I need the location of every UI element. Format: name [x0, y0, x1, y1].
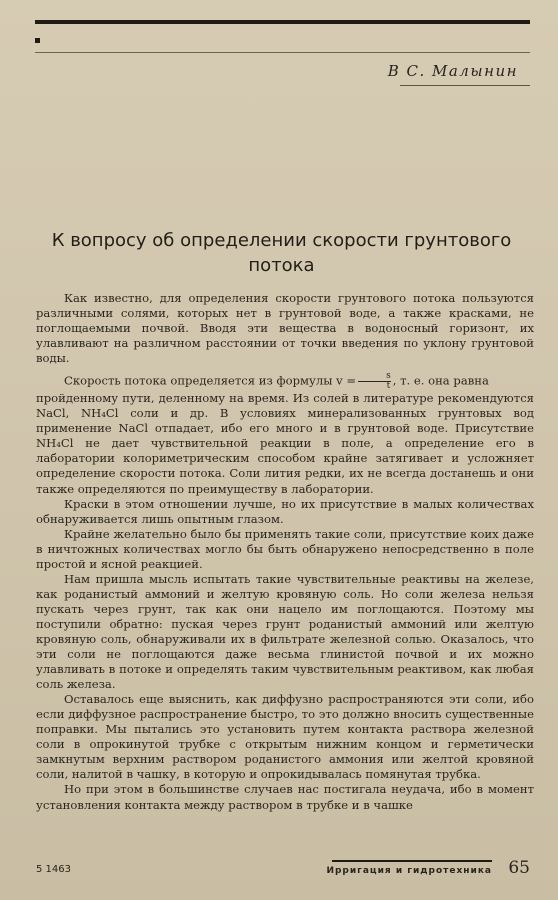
paragraph-failure: Но при этом в большинстве случаев нас постигала неудача, ибо в момент установления контакта между раствором в трубке и в чашке [36, 782, 534, 812]
formula-text-after: , т. е. она равна [392, 373, 489, 388]
formula-text-before: Скорость потока определяется из формулы v = [64, 373, 357, 388]
author-name: В С. Малынин [387, 62, 518, 80]
journal-name: Ирригация и гидротехника [326, 866, 492, 876]
page-number: 65 [508, 858, 530, 878]
paragraph-salts: пройденному пути, деленному на время. Из солей в литературе рекомендуются NaCl, NH₄Cl соли и др. В условиях минерализованных грунтовых вод применение NaCl отпадает, ибо его много и в грунтовой воде. Присутствие NH₄Cl не дает чувствительной реакции в поле, а определение его в лаборатории колориметрическим способом крайне затягивает и усложняет определение скорости потока. Соли лития редки, их не всегда достанешь и они также определяются по преимуществу в лаборатории. [36, 391, 534, 496]
printer-mark [35, 38, 40, 43]
paragraph-dyes: Краски в этом отношении лучше, но их присутствие в малых количествах обнаруживается лишь опытным глазом. [36, 496, 534, 526]
printer-signature: 5 1463 [36, 864, 71, 875]
paragraph-intro: Как известно, для определения скорости грунтового потока пользуются различными солями, которых нет в грунтовой воде, а также красками, не поглощаемыми почвой. Вводя эти вещества в водоносный горизонт, их улавливают на различном расстоянии от точки введения по уклону грунтовой воды. [36, 291, 534, 366]
page-footer [36, 860, 530, 880]
header-thin-rule [35, 52, 530, 53]
header-rule [35, 20, 530, 24]
velocity-fraction [358, 372, 391, 391]
formula-line [36, 372, 534, 391]
article-title: К вопросу об определении скорости грунтового потока [51, 230, 512, 276]
paragraph-desired-salts: Крайне желательно было бы применять такие соли, присутствие коих даже в ничтожных количествах могло бы быть обнаружено непосредственно в поле простой и ясной реакцией. [36, 526, 534, 571]
author-underline [400, 85, 530, 86]
paragraph-diffusion: Оставалось еще выяснить, как диффузно распространяются эти соли, ибо если диффузное распространение быстро, то это должно вносить существенные поправки. Мы пытались это установить путем контакта раствора железной соли в опрокинутой трубке с открытым нижним концом и герметически замкнутым верхним раствором роданистого аммония или желтой кровяной соли, налитой в чашку, в которую и опрокидывалась помянутая трубка. [36, 692, 534, 782]
footer-rule [332, 860, 492, 862]
fraction-numerator: s [386, 371, 391, 382]
fraction-denominator: t [358, 381, 391, 391]
paragraph-reagents: Нам пришла мысль испытать такие чувствительные реактивы на железе, как роданистый аммоний и желтую кровяную соль. Но соли железа нельзя пускать через грунт, так как они нацело им поглощаются. Поэтому мы поступили обратно: пуская через грунт роданистый аммоний или желтую кровяную соль, обнаруживали их в фильтрате железной солью. Оказалось, что эти соли не поглощаются даже весьма глинистой почвой и их можно улавливать в потоке и определять таким чувствительным реактивом, как любая соль железа. [36, 571, 534, 692]
article-body [36, 291, 534, 813]
